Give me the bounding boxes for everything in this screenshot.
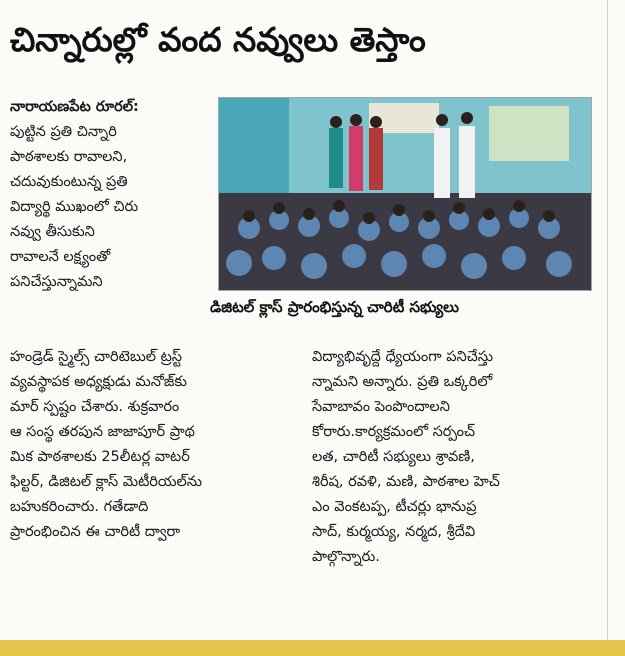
intro-line: పుట్టిన ప్రతి చిన్నారి xyxy=(10,124,117,140)
intro-line: చదువుకుంటున్న ప్రతి xyxy=(10,174,128,190)
body-column-1 xyxy=(10,345,202,545)
intro-line: పనిచేస్తున్నామని xyxy=(10,274,103,290)
photo-caption: డిజిటల్ క్లాస్ ప్రారంభిస్తున్న చారిటీ సభ్యులు xyxy=(210,298,459,316)
body-line: సేవాబావం పెంపొందాలని xyxy=(312,399,450,415)
intro-line: నవ్వు తీసుకుని xyxy=(10,224,95,240)
body-column-2 xyxy=(312,345,500,570)
body-line: ఎం వెంకటప్ప, టీచర్లు భానుప్ర xyxy=(312,499,477,515)
body-line: బహుకరించారు. గతేడాది xyxy=(10,499,149,515)
body-line: సాద్, కుర్మయ్య, నర్మద, శ్రీదేవి xyxy=(312,524,476,540)
classroom-photo xyxy=(219,98,591,290)
body-line: లత, చారిటీ సభ్యులు శ్రావణి, xyxy=(312,449,475,465)
intro-line: విద్యార్థి ముఖంలో చిరు xyxy=(10,199,139,215)
body-line: ఆ సంస్థ తరపున జాజాపూర్ ప్రాథ xyxy=(10,424,195,440)
body-line: మిక పాఠశాలకు 25లీటర్ల వాటర్ xyxy=(10,449,190,465)
dateline: నారాయణపేట రూరల్: xyxy=(10,99,139,115)
body-line: పాల్గొన్నారు. xyxy=(312,549,380,565)
body-line: ఫిల్టర్, డిజిటల్ క్లాస్ మెటీరియల్‌ను xyxy=(10,474,202,490)
body-line: ప్రారంభించిన ఈ చారిటీ ద్వారా xyxy=(10,524,181,540)
intro-line: పాఠశాలకు రావాలని, xyxy=(10,149,128,165)
body-line: మార్ స్పష్టం చేశారు. శుక్రవారం xyxy=(10,399,180,415)
column-divider xyxy=(607,0,608,640)
body-line: కోరారు.కార్యక్రమంలో సర్పంచ్ xyxy=(312,424,476,440)
body-line: శిరీష, రవళి, మణి, పాఠశాల హెచ్ xyxy=(312,474,500,490)
body-line: న్నామని అన్నారు. ప్రతి ఒక్కరిలో xyxy=(312,374,493,390)
body-line: విద్యాభివృద్దే ధ్యేయంగా పనిచేస్తు xyxy=(312,349,493,365)
intro-column xyxy=(10,95,139,295)
intro-line: రావాలనే లక్ష్యంతో xyxy=(10,249,111,265)
bottom-border xyxy=(0,640,625,656)
news-photo xyxy=(218,97,592,291)
body-line: హండ్రెడ్ స్మైల్స్ చారిటెబుల్ ట్రస్ట్ xyxy=(10,349,182,365)
headline: చిన్నారుల్లో వంద నవ్వులు తెస్తాం xyxy=(10,20,426,59)
body-line: వ్యవస్థాపక అధ్యక్షుడు మనోజ్‌కు xyxy=(10,374,187,390)
